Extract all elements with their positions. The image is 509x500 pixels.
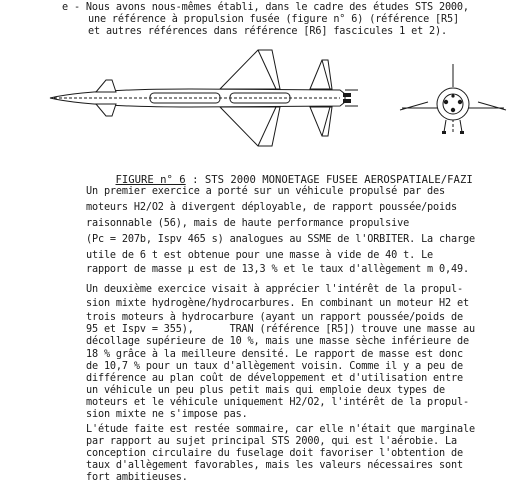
intro-line-3: et autres références dans référence [R6] fascicules 1 et 2). xyxy=(88,26,448,37)
para1-line-2: moteurs H2/O2 à divergent déployable, de rapport poussée/poids xyxy=(86,202,457,213)
intro-line-2: une référence à propulsion fusée (figure n° 6) (référence [R5] xyxy=(88,14,459,25)
vehicle-top-view-drawing xyxy=(40,42,400,152)
para1-line-3: raisonnable (56), mais de haute performance propulsive xyxy=(86,218,410,229)
paragraph-2 xyxy=(86,284,506,421)
para2-line-1: Un deuxième exercice visait à apprécier l'intérêt de la propul- xyxy=(86,284,463,295)
para3-line-4: taux d'allègement favorables, mais les valeurs nécessaires sont xyxy=(86,460,463,471)
para1-line-1: Un premier exercice a porté sur un véhicule propulsé par des xyxy=(86,186,446,197)
figure-caption-text: : STS 2000 MONOETAGE FUSEE AEROSPATIALE/FAZI xyxy=(185,174,473,186)
para2-line-2: sion mixte hydrogène/hydrocarbures. En combinant un moteur H2 et xyxy=(86,298,469,309)
intro-line-1: e - Nous avons nous-mêmes établi, dans le cadre des études STS 2000, xyxy=(62,2,469,13)
para2-line-4: 95 et Ispv = 355), TRAN (référence [R5]) trouve une masse au xyxy=(86,324,475,335)
para2-line-10: moteurs et le véhicule uniquement H2/O2, l'intérêt de la propul- xyxy=(86,397,469,408)
para1-line-4: (Pc = 207b, Ispv 465 s) analogues au SSME de l'ORBITER. La charge xyxy=(86,234,475,245)
para2-line-3: trois moteurs à hydrocarbure (ayant un rapport poussée/poids de xyxy=(86,312,463,323)
vehicle-front-view-drawing xyxy=(398,62,508,137)
figure-caption-label: FIGURE n° 6 xyxy=(115,174,186,186)
para2-line-9: un véhicule un peu plus petit mais qui emploie deux types de xyxy=(86,385,446,396)
para3-line-2: par rapport au sujet principal STS 2000, qui est l'aérobie. La xyxy=(86,436,457,447)
para1-line-6: rapport de masse μ est de 13,3 % et le taux d'allègement m 0,49. xyxy=(86,264,469,275)
para1-line-5: utile de 6 t est obtenue pour une masse à vide de 40 t. Le xyxy=(86,250,434,261)
paragraph-1 xyxy=(86,186,506,278)
para3-line-5: fort ambitieuses. xyxy=(86,472,188,483)
para2-line-5: décollage supérieure de 10 %, mais une masse sèche inférieure de xyxy=(86,336,469,347)
para2-line-11: sion mixte ne s'impose pas. xyxy=(86,409,248,420)
paragraph-3 xyxy=(86,424,506,484)
para3-line-1: L'étude faite est restée sommaire, car elle n'était que marginale xyxy=(86,424,475,435)
para2-line-8: différence au plan coût de développement et d'utilisation entre xyxy=(86,373,463,384)
para2-line-6: 18 % grâce à la meilleure densité. Le rapport de masse est donc xyxy=(86,349,463,360)
para3-line-3: conception circulaire du fuselage doit favoriser l'obtention de xyxy=(86,448,463,459)
para2-line-7: de 10,7 % pour un taux d'allègement voisin. Comme il y a peu de xyxy=(86,361,463,372)
